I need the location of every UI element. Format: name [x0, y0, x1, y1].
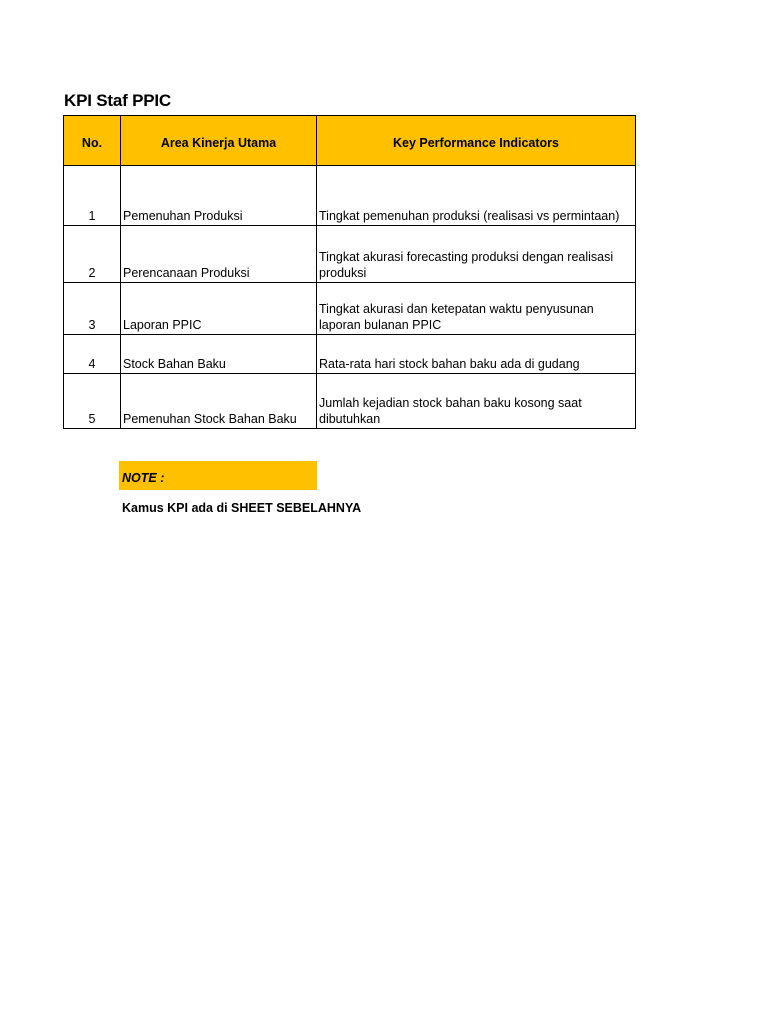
table-row	[64, 226, 636, 283]
table-row	[64, 374, 636, 429]
header-no: No.	[64, 116, 121, 166]
note-label: NOTE :	[119, 461, 317, 490]
row-area: Pemenuhan Stock Bahan Baku	[121, 374, 317, 429]
row-kpi: Tingkat pemenuhan produksi (realisasi vs permintaan)	[317, 166, 636, 226]
row-area: Perencanaan Produksi	[121, 226, 317, 283]
row-number: 2	[64, 226, 121, 283]
row-number: 1	[64, 166, 121, 226]
table-row	[64, 335, 636, 374]
row-number: 5	[64, 374, 121, 429]
row-area: Pemenuhan Produksi	[121, 166, 317, 226]
table-row	[64, 166, 636, 226]
row-number: 4	[64, 335, 121, 374]
row-number: 3	[64, 283, 121, 335]
table-header-row	[64, 116, 636, 166]
header-kpi: Key Performance Indicators	[317, 116, 636, 166]
table-row	[64, 283, 636, 335]
row-kpi: Tingkat akurasi dan ketepatan waktu penyusunan laporan bulanan PPIC	[317, 283, 636, 335]
header-area: Area Kinerja Utama	[121, 116, 317, 166]
kpi-table	[63, 115, 636, 429]
row-area: Stock Bahan Baku	[121, 335, 317, 374]
row-kpi: Tingkat akurasi forecasting produksi dengan realisasi produksi	[317, 226, 636, 283]
note-text: Kamus KPI ada di SHEET SEBELAHNYA	[122, 501, 362, 515]
page-title: KPI Staf PPIC	[64, 91, 171, 110]
row-area: Laporan PPIC	[121, 283, 317, 335]
row-kpi: Jumlah kejadian stock bahan baku kosong saat dibutuhkan	[317, 374, 636, 429]
row-kpi: Rata-rata hari stock bahan baku ada di gudang	[317, 335, 636, 374]
